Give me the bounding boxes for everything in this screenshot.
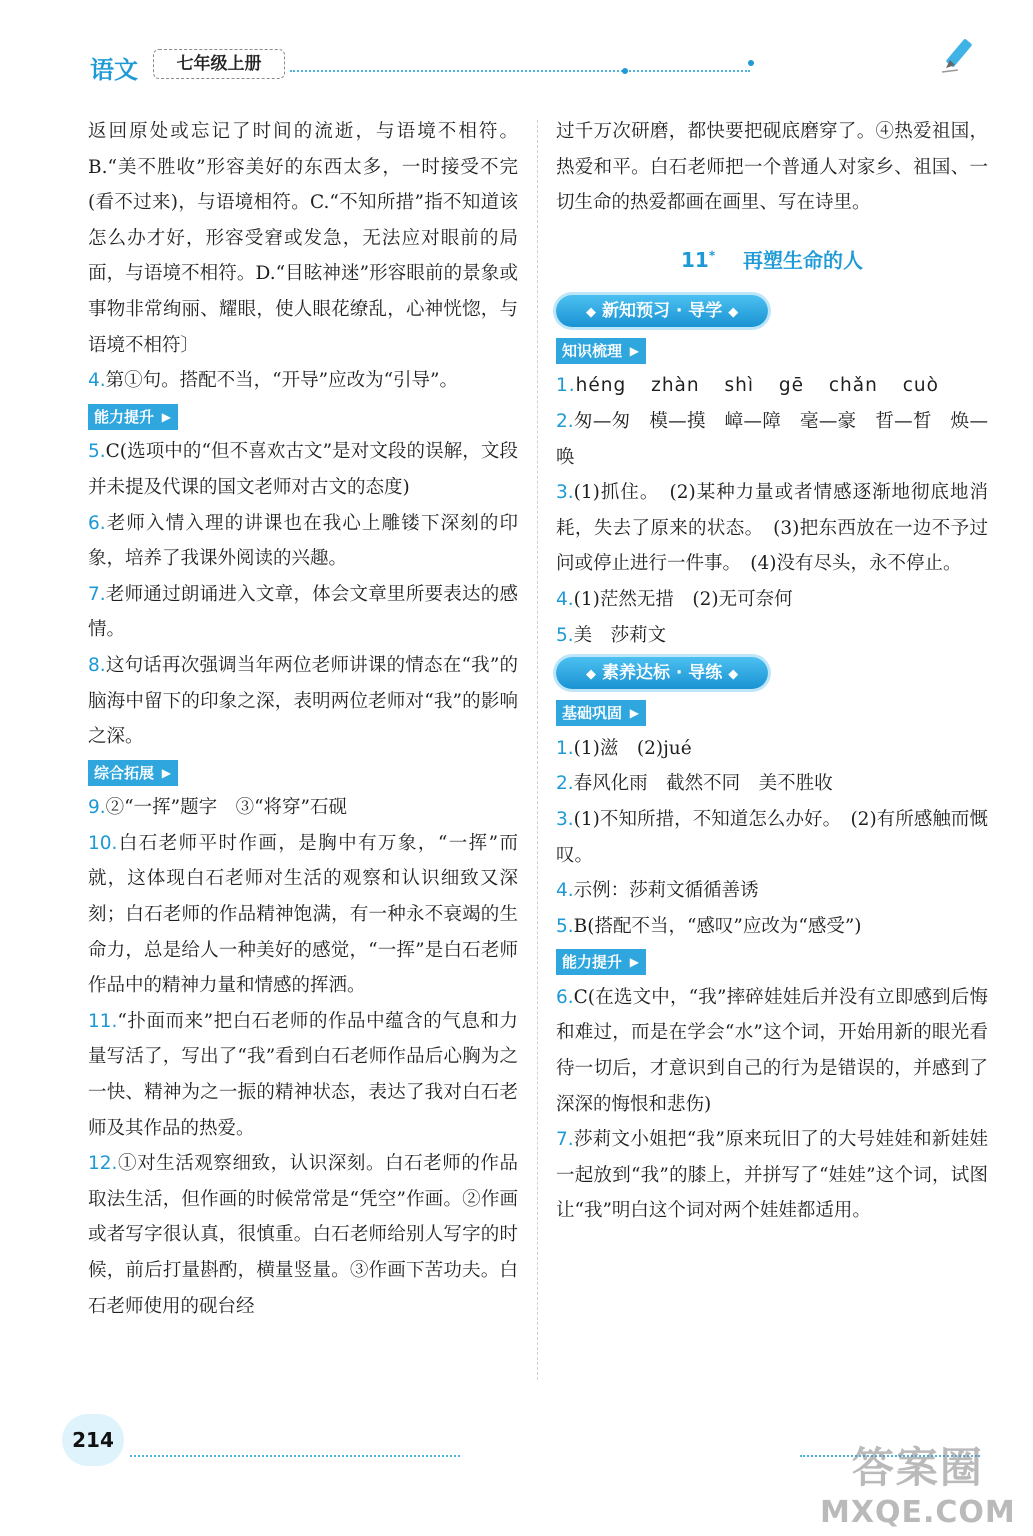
answer-item — [88, 1146, 518, 1324]
answer-number: 9. — [88, 797, 106, 819]
subject-label: 语文 — [90, 56, 138, 84]
answer-text: (1)茫然无措 (2)无可奈何 — [573, 588, 793, 610]
arrow-right-icon: ▶ — [629, 955, 640, 970]
answer-text: 莎莉文小姐把“我”原来玩旧了的大号娃娃和新娃娃一起放到“我”的膝上，并拼写了“娃娃”这个词，试图让“我”明白这个词对两个娃娃都适用。 — [556, 1129, 988, 1222]
page-footer — [0, 1400, 1033, 1536]
section-tag — [88, 760, 178, 786]
answer-number: 11. — [88, 1010, 118, 1032]
section-tag-label: 能力提升 — [94, 407, 155, 426]
header-dot — [748, 60, 754, 66]
answer-item — [88, 434, 518, 505]
answer-text: 美 莎莉文 — [573, 624, 667, 646]
answer-item — [88, 114, 518, 363]
section-tag — [88, 404, 178, 430]
answer-number: 5. — [556, 624, 574, 646]
arrow-right-icon: ▶ — [161, 409, 172, 424]
answer-text: (1)抓住。 (2)某种力量或者情感逐渐地彻底地消耗，失去了原来的状态。 (3)把东西放在一边不予过问或停止进行一件事。 (4)没有尽头，永不停止。 — [556, 482, 988, 575]
answer-number: 3. — [556, 482, 574, 504]
page-header — [0, 0, 1033, 90]
answer-text: 返回原处或忘记了时间的流逝，与语境不相符。B.“美不胜收”形容美好的东西太多，一时接受不完(看不过来)，与语境相符。C.“不知所措”指不知道该怎么办才好，形容受窘或发急，无法应对眼前的局面，与语境不相符。D.“目眩神迷”形容眼前的景象或事物非常绚丽、耀眼，使人眼花缭乱，心神恍惚，与语境不相符〕 — [88, 121, 518, 356]
answer-text: “扑面而来”把白石老师的作品中蕴含的气息和力量写活了，写出了“我”看到白石老师作品后心胸为之一快、精神为之一振的精神状态，表达了我对白石老师及其作品的热爱。 — [88, 1010, 518, 1139]
answer-item — [556, 404, 988, 475]
diamond-icon: ◆ — [728, 667, 739, 683]
answer-item — [556, 731, 988, 767]
watermark-title: 答案圈 — [851, 1443, 984, 1492]
column-divider — [537, 120, 538, 1380]
section-tag-label: 能力提升 — [562, 953, 623, 972]
section-tag-label: 基础巩固 — [562, 704, 623, 723]
diamond-icon: ◆ — [586, 304, 596, 320]
answer-number: 5. — [88, 441, 106, 463]
answer-item — [556, 582, 988, 618]
answer-item — [556, 475, 988, 582]
footer-dotted-rule — [130, 1455, 460, 1457]
section-banner — [556, 295, 768, 327]
answer-item — [556, 980, 988, 1122]
answer-number: 4. — [556, 880, 574, 902]
answer-text: B(搭配不当，“感叹”应改为“感受”) — [573, 915, 862, 937]
left-column — [88, 114, 518, 1324]
answer-item — [88, 577, 518, 648]
watermark — [820, 1435, 1016, 1530]
answer-item — [556, 766, 988, 802]
answer-text: 老师通过朗诵进入文章，体会文章里所要表达的感情。 — [88, 583, 518, 641]
answer-text: 过千万次研磨，都快要把砚底磨穿了。④热爱祖国，热爱和平。白石老师把一个普通人对家乡、祖国、一切生命的热爱都画在画里、写在诗里。 — [556, 121, 988, 214]
answer-text: C(在选文中，“我”摔碎娃娃后并没有立即感到后悔和难过，而是在学会“水”这个词，开始用新的眼光看待一切后，才意识到自己的行为是错误的，并感到了深深的悔恨和悲伤) — [556, 986, 988, 1115]
pen-icon — [940, 34, 984, 78]
answer-number: 6. — [88, 512, 106, 534]
answer-number: 4. — [556, 588, 574, 610]
answer-text: (1)滋 (2)jué — [573, 737, 692, 759]
section-banner-label: 新知预习 · 导学 — [602, 300, 723, 321]
lesson-number-text: 11 — [681, 248, 709, 273]
answer-text: 白石老师平时作画，是胸中有万象，“一挥”而就，这体现白石老师对生活的观察和认识细致又深刻；白石老师的作品精神饱满，有一种永不衰竭的生命力，总是给人一种美好的感觉，“一挥”是白石老师作品中的精神力量和情感的挥洒。 — [88, 832, 518, 997]
answer-number: 1. — [556, 737, 574, 759]
answer-item — [88, 790, 518, 826]
answer-text: 春风化雨 截然不同 美不胜收 — [573, 773, 833, 795]
answer-item — [556, 802, 988, 873]
answer-number: 2. — [556, 410, 574, 432]
section-tag-label: 综合拓展 — [94, 763, 155, 782]
answer-text: 示例：莎莉文循循善诱 — [573, 880, 759, 902]
grade-label: 七年级上册 — [153, 49, 285, 79]
answer-item — [556, 873, 988, 909]
header-dot — [622, 68, 628, 74]
answer-number: 2. — [556, 773, 574, 795]
answer-item — [556, 618, 988, 654]
answer-text: 这句话再次强调当年两位老师讲课的情态在“我”的脑海中留下的印象之深，表明两位老师对“我”的影响之深。 — [88, 654, 518, 748]
answer-item — [556, 368, 988, 404]
answer-item — [88, 826, 518, 1004]
diamond-icon: ◆ — [586, 667, 596, 683]
answer-item — [556, 1122, 988, 1229]
lesson-number — [681, 248, 715, 272]
answer-item — [88, 1004, 518, 1146]
answer-number: 6. — [556, 986, 574, 1008]
answer-item — [88, 363, 518, 399]
answer-text: 老师入情入理的讲课也在我心上雕镂下深刻的印象，培养了我课外阅读的兴趣。 — [88, 512, 518, 570]
section-tag-label: 知识梳理 — [562, 341, 623, 360]
right-column — [556, 114, 988, 1229]
answer-text: 匆—匆 模—摸 嶂—障 毫—豪 晢—晳 焕—唤 — [556, 410, 988, 468]
lesson-star: * — [708, 248, 716, 263]
section-banner-label: 素养达标 · 导练 — [602, 663, 723, 684]
arrow-right-icon: ▶ — [629, 706, 640, 721]
diamond-icon: ◆ — [728, 304, 739, 320]
header-dotted-rule — [290, 70, 750, 72]
answer-text: C(选项中的“但不喜欢古文”是对文段的误解，文段并未提及代课的国文老师对古文的态度) — [88, 441, 518, 498]
answer-text: ①对生活观察细致，认识深刻。白石老师的作品取法生活，但作画的时候常常是“凭空”作画。②作画或者写字很认真，很慎重。白石老师给别人写字的时候，前后打量斟酌，横量竖量。③作画下苦功夫。白石老师使用的砚台经 — [88, 1153, 518, 1317]
answer-text: (1)不知所措，不知道怎么办好。 (2)有所感触而慨叹。 — [556, 808, 988, 866]
answer-number: 3. — [556, 808, 574, 830]
page-number: 214 — [62, 1414, 124, 1466]
answer-item — [88, 506, 518, 577]
answer-number: 5. — [556, 915, 574, 937]
answer-text: ②“一挥”题字 ③“将穿”石砚 — [105, 797, 347, 819]
answer-number: 12. — [88, 1153, 118, 1175]
answer-number: 10. — [88, 832, 118, 854]
section-tag — [556, 949, 646, 975]
lesson-title-text: 再塑生命的人 — [742, 248, 863, 273]
section-tag — [556, 700, 646, 726]
answer-number: 8. — [88, 654, 106, 676]
answer-number: 7. — [88, 583, 106, 605]
answer-number: 1. — [556, 375, 576, 397]
answer-item — [556, 909, 988, 945]
answer-item — [88, 648, 518, 755]
answer-number: 7. — [556, 1129, 574, 1151]
answer-item — [556, 114, 988, 221]
answer-text: 第①句。搭配不当，“开导”应改为“引导”。 — [105, 370, 458, 392]
watermark-url: MXQE.COM — [820, 1495, 1016, 1530]
section-banner — [556, 657, 768, 689]
arrow-right-icon: ▶ — [161, 765, 172, 780]
section-tag — [556, 338, 646, 364]
lesson-title — [556, 221, 988, 291]
answer-text: héng zhàn shì gē chǎn cuò — [575, 375, 939, 397]
arrow-right-icon: ▶ — [629, 343, 640, 358]
answer-number: 4. — [88, 370, 106, 392]
